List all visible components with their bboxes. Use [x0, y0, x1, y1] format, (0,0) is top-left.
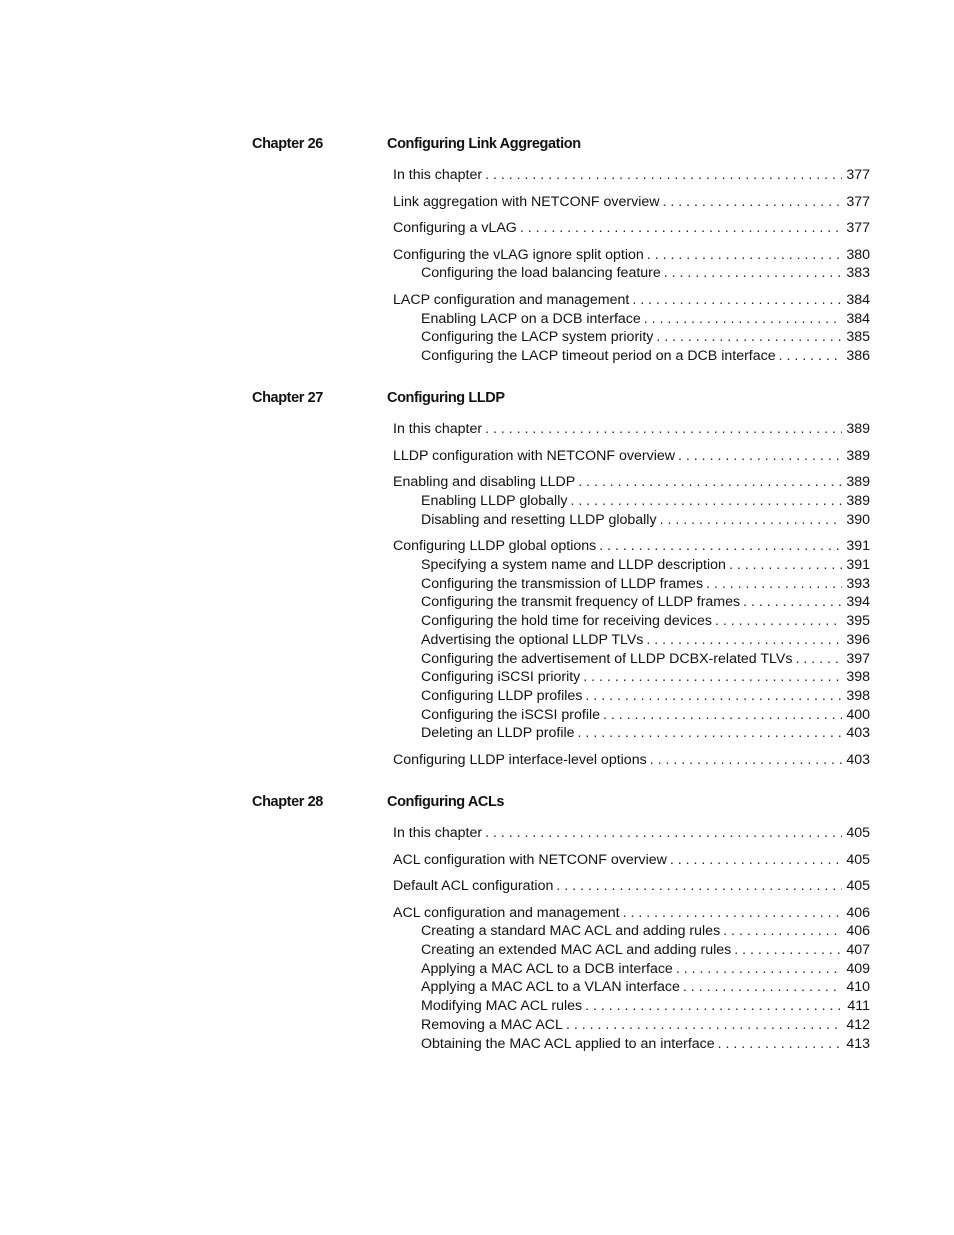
toc-entry[interactable] [421, 612, 870, 630]
toc-entry[interactable] [393, 193, 870, 211]
toc-entry-title: Configuring the hold time for receiving devices [421, 612, 715, 630]
dot-leader [578, 724, 843, 742]
toc-entry-page: 391 [842, 556, 870, 574]
chapter-label: Chapter 28 [252, 794, 323, 810]
toc-entry-page: 395 [842, 612, 870, 630]
toc-entry-title: Configuring a vLAG [393, 219, 520, 237]
toc-entry[interactable] [393, 851, 870, 869]
toc-entry-page: 394 [842, 593, 870, 611]
toc-entry-title: Default ACL configuration [393, 877, 556, 895]
dot-leader [743, 593, 842, 611]
toc-entry-page: 405 [842, 824, 870, 842]
toc-entry-title: In this chapter [393, 166, 485, 184]
toc-entry[interactable] [421, 264, 870, 282]
toc-entry[interactable] [421, 593, 870, 611]
dot-leader [656, 328, 842, 346]
toc-entry[interactable] [421, 922, 870, 940]
toc-entry-title: Configuring the load balancing feature [421, 264, 664, 282]
dot-leader [664, 264, 843, 282]
dot-leader [718, 1035, 843, 1053]
dot-leader [683, 978, 842, 996]
toc-entry-page: 383 [842, 264, 870, 282]
dot-leader [556, 877, 842, 895]
toc-entry-title: Removing a MAC ACL [421, 1016, 566, 1034]
toc-entry-page: 377 [842, 219, 870, 237]
toc-entry[interactable] [421, 668, 870, 686]
dot-leader [623, 904, 843, 922]
dot-leader [599, 537, 842, 555]
dot-leader [520, 219, 843, 237]
dot-leader [647, 246, 843, 264]
toc-entry[interactable] [393, 473, 870, 491]
toc-entry[interactable] [421, 631, 870, 649]
toc-entry[interactable] [421, 941, 870, 959]
toc-entry-page: 398 [842, 687, 870, 705]
toc-entry-page: 397 [842, 650, 870, 668]
toc-entry-page: 406 [842, 922, 870, 940]
dot-leader [485, 824, 842, 842]
dot-leader [706, 575, 842, 593]
toc-entry-page: 396 [842, 631, 870, 649]
toc-entry-page: 389 [842, 473, 870, 491]
toc-entry-page: 386 [842, 347, 870, 365]
toc-entry[interactable] [393, 420, 870, 438]
toc-entry-title: Configuring the LACP system priority [421, 328, 656, 346]
toc-entry-title: Deleting an LLDP profile [421, 724, 578, 742]
toc-entry-page: 389 [842, 492, 870, 510]
toc-entry-page: 390 [842, 511, 870, 529]
toc-entry-title: Obtaining the MAC ACL applied to an interface [421, 1035, 718, 1053]
dot-leader [585, 997, 843, 1015]
dot-leader [663, 193, 843, 211]
dot-leader [485, 166, 842, 184]
dot-leader [670, 851, 842, 869]
chapter-title: Configuring ACLs [387, 794, 505, 810]
toc-entry-page: 380 [842, 246, 870, 264]
toc-entry-page: 411 [843, 997, 870, 1015]
toc-entry-page: 393 [842, 575, 870, 593]
toc-entry-title: Configuring iSCSI priority [421, 668, 583, 686]
toc-entry[interactable] [421, 556, 870, 574]
toc-entry[interactable] [393, 904, 870, 922]
toc-entry-page: 400 [842, 706, 870, 724]
toc-entry[interactable] [393, 877, 870, 895]
toc-entry-title: Configuring LLDP global options [393, 537, 599, 555]
toc-entry-title: ACL configuration and management [393, 904, 623, 922]
toc-entry[interactable] [421, 960, 870, 978]
chapter-title: Configuring Link Aggregation [387, 136, 581, 152]
toc-entry-page: 403 [842, 724, 870, 742]
toc-entry[interactable] [393, 246, 870, 264]
toc-entry[interactable] [393, 537, 870, 555]
toc-entry-page: 398 [842, 668, 870, 686]
toc-entry[interactable] [393, 219, 870, 237]
toc-entry-title: In this chapter [393, 824, 485, 842]
dot-leader [578, 473, 842, 491]
dot-leader [566, 1016, 842, 1034]
toc-entry[interactable] [421, 328, 870, 346]
toc-entry-page: 405 [842, 851, 870, 869]
toc-entry-title: Modifying MAC ACL rules [421, 997, 585, 1015]
toc-entry-title: Configuring the transmit frequency of LLDP frames [421, 593, 743, 611]
toc-entry[interactable] [393, 824, 870, 842]
toc-entry[interactable] [393, 166, 870, 184]
toc-entry[interactable] [393, 751, 870, 769]
toc-entry-title: Configuring the advertisement of LLDP DCBX-related TLVs [421, 650, 795, 668]
toc-entry[interactable] [421, 997, 870, 1015]
chapter-label: Chapter 26 [252, 136, 323, 152]
dot-leader [644, 310, 843, 328]
dot-leader [583, 668, 842, 686]
dot-leader [779, 347, 843, 365]
toc-entry-title: Creating an extended MAC ACL and adding rules [421, 941, 734, 959]
toc-entry-page: 410 [842, 978, 870, 996]
dot-leader [632, 291, 842, 309]
toc-entry-page: 412 [842, 1016, 870, 1034]
toc-entry-page: 409 [842, 960, 870, 978]
dot-leader [678, 447, 842, 465]
toc-entry-page: 384 [842, 291, 870, 309]
toc-entry[interactable] [421, 1016, 870, 1034]
dot-leader [485, 420, 842, 438]
toc-entry-title: Link aggregation with NETCONF overview [393, 193, 663, 211]
toc-entry[interactable] [421, 650, 870, 668]
toc-entry-title: LLDP configuration with NETCONF overview [393, 447, 678, 465]
chapter-title: Configuring LLDP [387, 390, 505, 406]
toc-entry-title: Configuring LLDP profiles [421, 687, 585, 705]
toc-entry-page: 377 [842, 166, 870, 184]
dot-leader [603, 706, 842, 724]
dot-leader [660, 511, 843, 529]
toc-entry-title: Applying a MAC ACL to a DCB interface [421, 960, 676, 978]
toc-entry-title: Applying a MAC ACL to a VLAN interface [421, 978, 683, 996]
dot-leader [723, 922, 842, 940]
chapter-label: Chapter 27 [252, 390, 323, 406]
dot-leader [795, 650, 842, 668]
toc-entry[interactable] [421, 687, 870, 705]
toc-entry-page: 406 [842, 904, 870, 922]
toc-entry-title: Enabling and disabling LLDP [393, 473, 578, 491]
dot-leader [570, 492, 842, 510]
toc-entry-title: LACP configuration and management [393, 291, 632, 309]
toc-entry[interactable] [421, 706, 870, 724]
toc-entry-page: 377 [842, 193, 870, 211]
dot-leader [676, 960, 843, 978]
toc-entry-page: 405 [842, 877, 870, 895]
toc-entry-page: 389 [842, 447, 870, 465]
dot-leader [646, 631, 842, 649]
toc-entry-title: Disabling and resetting LLDP globally [421, 511, 660, 529]
toc-entry-title: In this chapter [393, 420, 485, 438]
toc-entry[interactable] [421, 511, 870, 529]
toc-entry-title: Specifying a system name and LLDP description [421, 556, 729, 574]
toc-entry-page: 385 [842, 328, 870, 346]
toc-entry[interactable] [421, 347, 870, 365]
dot-leader [729, 556, 842, 574]
toc-entry-title: Enabling LACP on a DCB interface [421, 310, 644, 328]
toc-entry-title: Configuring the iSCSI profile [421, 706, 603, 724]
toc-entry-title: Advertising the optional LLDP TLVs [421, 631, 646, 649]
toc-entry-title: Configuring the LACP timeout period on a DCB interface [421, 347, 779, 365]
toc-entry-page: 407 [842, 941, 870, 959]
toc-entry[interactable] [421, 492, 870, 510]
toc-entry-page: 389 [842, 420, 870, 438]
toc-entry-title: ACL configuration with NETCONF overview [393, 851, 670, 869]
toc-entry-title: Configuring the transmission of LLDP frames [421, 575, 706, 593]
dot-leader [585, 687, 842, 705]
toc-entry-title: Configuring the vLAG ignore split option [393, 246, 647, 264]
toc-entry[interactable] [393, 447, 870, 465]
toc-entry[interactable] [421, 978, 870, 996]
toc-entry[interactable] [421, 310, 870, 328]
toc-entry-title: Creating a standard MAC ACL and adding rules [421, 922, 723, 940]
toc-entry-page: 391 [842, 537, 870, 555]
toc-entry-title: Enabling LLDP globally [421, 492, 570, 510]
toc-entry-page: 384 [842, 310, 870, 328]
toc-entry[interactable] [421, 724, 870, 742]
toc-entry-page: 413 [842, 1035, 870, 1053]
dot-leader [715, 612, 842, 630]
toc-entry[interactable] [421, 575, 870, 593]
toc-entry[interactable] [393, 291, 870, 309]
toc-entry-page: 403 [842, 751, 870, 769]
dot-leader [734, 941, 842, 959]
toc-entry-title: Configuring LLDP interface-level options [393, 751, 650, 769]
toc-entry[interactable] [421, 1035, 870, 1053]
dot-leader [650, 751, 843, 769]
